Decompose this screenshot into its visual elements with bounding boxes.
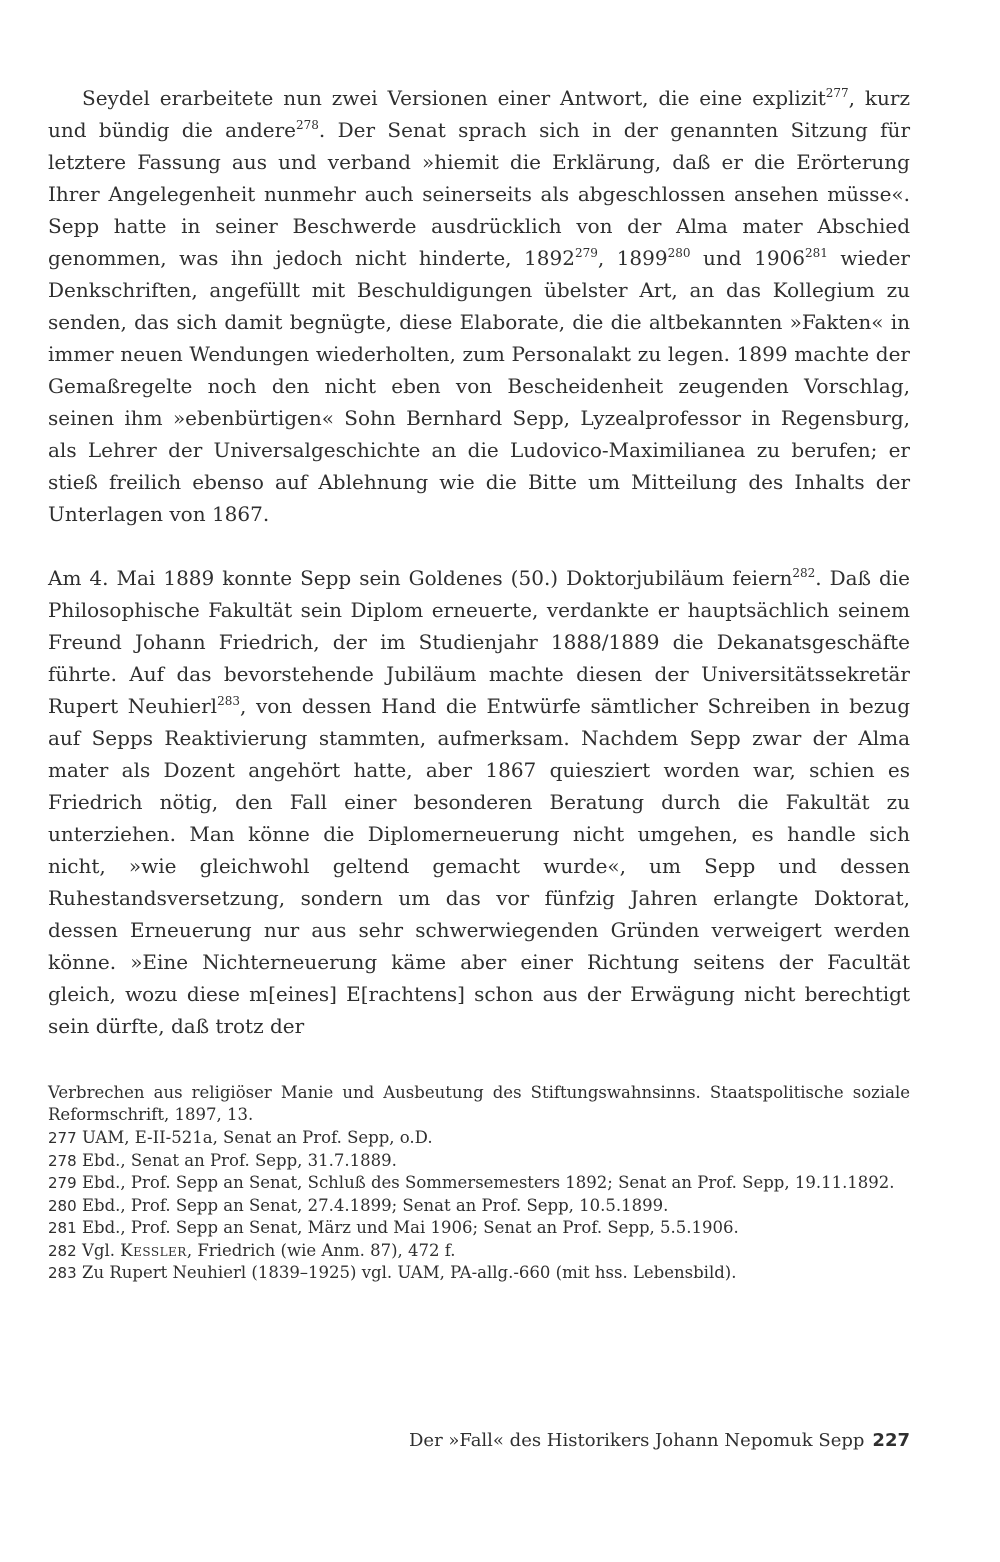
footnote-number: 277 bbox=[48, 1129, 77, 1147]
paragraph-2-text-1: Am 4. Mai 1889 konnte Sepp sein Goldenes (50.) Doktorjubiläum feiern bbox=[48, 566, 793, 590]
footnote-number: 281 bbox=[48, 1219, 77, 1237]
footnote-277 bbox=[48, 1127, 910, 1150]
footnote-ref-277: 277 bbox=[825, 86, 849, 100]
footnote-ref-278: 278 bbox=[296, 118, 319, 132]
footnote-283 bbox=[48, 1262, 910, 1285]
footnote-text-pre: Vgl. bbox=[82, 1240, 121, 1260]
footnote-number: 280 bbox=[48, 1196, 77, 1215]
author-name: Kessler bbox=[120, 1240, 187, 1260]
footnote-ref-283: 283 bbox=[217, 694, 240, 708]
footnote-text: Ebd., Senat an Prof. Sepp, 31.7.1889. bbox=[82, 1150, 397, 1170]
footnote-text: Ebd., Prof. Sepp an Senat, 27.4.1899; Senat an Prof. Sepp, 10.5.1899. bbox=[82, 1195, 669, 1215]
footnote-ref-281: 281 bbox=[805, 246, 828, 260]
footnote-278 bbox=[48, 1150, 910, 1173]
footnotes bbox=[48, 1082, 910, 1285]
footnote-continuation: Verbrechen aus religiöser Manie und Ausbeutung des Stiftungswahnsinns. Staatspolitische soziale Reformschrift, 1897, 13. bbox=[48, 1083, 910, 1124]
body-paragraph-1 bbox=[48, 82, 910, 530]
paragraph-1-text-6: wieder Denkschriften, angefüllt mit Beschuldigungen übelster Art, an das Kollegium zu senden, das sich damit begnügte, diese Elaborate, die die altbekannten »Fakten« in immer neuen Wendungen wiederholten, zum Personalakt zu legen. 1899 machte der Gemaßregelte noch den nicht eben von Bescheidenheit zeugenden Vorschlag, seinen ihm »ebenbürtigen« Sohn Bernhard Sepp, Lyzealprofessor in Regensburg, als Lehrer der Universalgeschichte an die Ludovico-Maximilianea zu berufen; er stieß freilich ebenso auf Ablehnung wie die Bitte um Mitteilung des Inhalts der Unterlagen von 1867. bbox=[48, 246, 910, 526]
footnote-text: Ebd., Prof. Sepp an Senat, Schluß des Sommersemesters 1892; Senat an Prof. Sepp, 19.11.1892. bbox=[82, 1173, 895, 1192]
paragraph-1-text-3: . Der Senat sprach sich in der genannten Sitzung für letztere Fassung aus und verband »hiemit die Erklärung, daß er die Erörterung Ihrer Angelegenheit nunmehr auch seinerseits als abgeschlossen ansehen müsse«. Sepp hatte in seiner Beschwerde ausdrücklich von der Alma mater Abschied genommen, was ihn jedoch nicht hinderte, 1892 bbox=[48, 118, 910, 270]
body-paragraph-2 bbox=[48, 562, 910, 1042]
footnote-281 bbox=[48, 1217, 910, 1240]
footnote-number: 279 bbox=[48, 1174, 77, 1192]
paragraph-1-text-4: , 1899 bbox=[597, 246, 668, 270]
paragraph-2-text-2: . Daß die Philosophische Fakultät sein Diplom erneuerte, verdankte er hauptsächlich seinem Freund Johann Friedrich, der im Studienjahr 1888/1889 die Dekanatsgeschäfte führte. Auf das bevorstehende Jubiläum machte diesen der Universitätssekretär Rupert Neuhierl bbox=[48, 566, 910, 718]
footnote-text bbox=[82, 1240, 910, 1262]
paragraph-1-text-1: Seydel erarbeitete nun zwei Versionen einer Antwort, die eine explizit bbox=[82, 86, 826, 110]
footnote-number: 278 bbox=[48, 1151, 77, 1170]
footnote-number: 282 bbox=[48, 1241, 77, 1260]
footnote-280 bbox=[48, 1195, 910, 1218]
footnote-282 bbox=[48, 1240, 910, 1263]
page bbox=[48, 82, 910, 1522]
footnote-text: Ebd., Prof. Sepp an Senat, März und Mai 1906; Senat an Prof. Sepp, 5.5.1906. bbox=[82, 1218, 739, 1237]
paragraph-1-text-2: , kurz und bündig die andere bbox=[48, 86, 910, 142]
footnote-ref-282: 282 bbox=[792, 566, 816, 580]
footnote-text-post: , Friedrich (wie Anm. 87), 472 f. bbox=[186, 1240, 456, 1260]
running-title: Der »Fall« des Historikers Johann Nepomuk Sepp bbox=[409, 1430, 865, 1451]
footnote-ref-280: 280 bbox=[667, 246, 691, 260]
footnote-ref-279: 279 bbox=[574, 246, 598, 260]
paragraph-2-text-3: , von dessen Hand die Entwürfe sämtlicher Schreiben in bezug auf Sepps Reaktivierung stammten, aufmerksam. Nachdem Sepp zwar der Alma mater als Dozent angehört hatte, aber 1867 quiesziert worden war, schien es Friedrich nötig, den Fall einer besonderen Beratung durch die Fakultät zu unterziehen. Man könne die Diplomerneuerung nicht umgehen, es handle sich nicht, »wie gleichwohl geltend gemacht wurde«, um Sepp und dessen Ruhestandsversetzung, sondern um das vor fünfzig Jahren erlangte Doktorat, dessen Erneuerung nur aus sehr schwerwiegenden Gründen verweigert werden könne. »Eine Nichterneuerung käme aber einer Richtung seitens der Facultät gleich, wozu diese m[eines] E[rachtens] schon aus der Erwägung nicht berechtigt sein dürfte, daß trotz der bbox=[48, 694, 910, 1038]
footnote-text: Zu Rupert Neuhierl (1839–1925) vgl. UAM, PA-allg.-660 (mit hss. Lebensbild). bbox=[82, 1263, 737, 1282]
paragraph-1-text-5: und 1906 bbox=[690, 246, 805, 270]
footnote-number: 283 bbox=[48, 1264, 77, 1282]
page-number: 227 bbox=[872, 1430, 910, 1451]
footnote-279 bbox=[48, 1172, 910, 1195]
footnote-text: UAM, E-II-521a, Senat an Prof. Sepp, o.D. bbox=[82, 1128, 433, 1147]
running-footer bbox=[409, 1430, 910, 1451]
